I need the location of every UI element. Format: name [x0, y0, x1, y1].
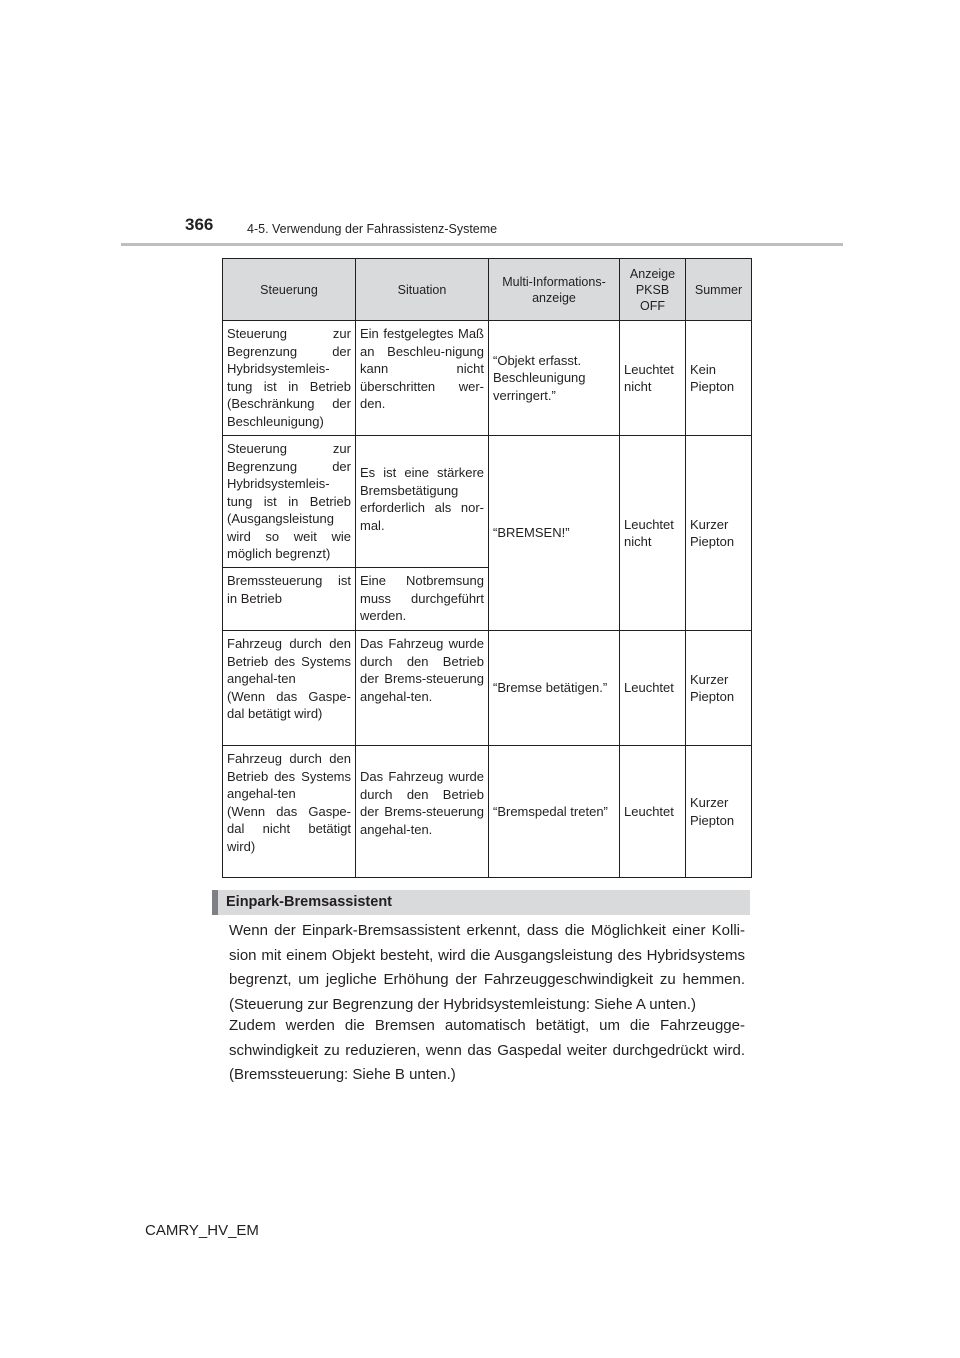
- header-rule: [121, 243, 843, 246]
- cell-multi-info: “Bremse betätigen.”: [489, 631, 620, 746]
- cell-situation: Ein festgelegtes Maß an Beschleu-nigung kann nicht überschritten wer-den.: [356, 321, 489, 436]
- steuerung-text: Fahrzeug durch den Betrieb des Systems angehal-ten: [227, 636, 351, 686]
- cell-summer: Kurzer Piepton: [686, 746, 752, 878]
- cell-pksb: Leuchtet: [620, 631, 686, 746]
- system-status-table: [222, 258, 752, 878]
- table-row: [223, 746, 752, 878]
- cell-steuerung: Steuerung zur Begrenzung der Hybridsystemleis-tung ist in Betrieb (Beschränkung der Beschleunigung): [223, 321, 356, 436]
- cell-summer: Kurzer Piepton: [686, 436, 752, 631]
- page-number: 366: [185, 215, 214, 234]
- cell-summer: Kein Piepton: [686, 321, 752, 436]
- table-row: [223, 436, 752, 568]
- cell-situation: Das Fahrzeug wurde durch den Betrieb der Brems-steuerung angehal-ten.: [356, 631, 489, 746]
- col-header-pksb: Anzeige PKSB OFF: [620, 259, 686, 321]
- table-row: [223, 321, 752, 436]
- cell-pksb: Leuchtet nicht: [620, 436, 686, 631]
- footer-document-code: CAMRY_HV_EM: [145, 1222, 259, 1239]
- cell-pksb: Leuchtet nicht: [620, 321, 686, 436]
- cell-situation: Eine Notbremsung muss durchgeführt werden.: [356, 568, 489, 631]
- col-header-situation: Situation: [356, 259, 489, 321]
- steuerung-note: (Wenn das Gaspe-dal betätigt wird): [227, 688, 351, 721]
- steuerung-text: Fahrzeug durch den Betrieb des Systems angehal-ten: [227, 751, 351, 801]
- cell-steuerung: Steuerung zur Begrenzung der Hybridsystemleis-tung ist in Betrieb (Ausgangsleistung wird so weit wie möglich begrenzt): [223, 436, 356, 568]
- cell-multi-info: “Objekt erfasst. Beschleunigung verringert.”: [489, 321, 620, 436]
- cell-situation: Das Fahrzeug wurde durch den Betrieb der Brems-steuerung angehal-ten.: [356, 746, 489, 878]
- cell-steuerung: [223, 746, 356, 878]
- cell-steuerung: [223, 631, 356, 746]
- body-paragraph: Wenn der Einpark-Bremsassistent erkennt, dass die Möglichkeit einer Kolli-sion mit einem Objekt besteht, wird die Ausgangsleistung des Hybridsystems begrenzt, um jegliche Erhöhung der Fahrzeuggeschwindigkeit zu hemmen. (Steuerung zur Begrenzung der Hybridsystemleistung: Siehe A unten.): [229, 922, 745, 1013]
- cell-summer: Kurzer Piepton: [686, 631, 752, 746]
- table-row: [223, 631, 752, 746]
- col-header-summer: Summer: [686, 259, 752, 321]
- subheading-einpark-bremsassistent: Einpark-Bremsassistent: [212, 890, 750, 915]
- body-paragraph: Zudem werden die Bremsen automatisch betätigt, um die Fahrzeugge-schwindigkeit zu reduzieren, wenn das Gaspedal weiter durchgedrückt wird. (Bremssteuerung: Siehe B unten.): [229, 1017, 745, 1083]
- col-header-steuerung: Steuerung: [223, 259, 356, 321]
- cell-multi-info: “Bremspedal treten”: [489, 746, 620, 878]
- cell-multi-info: “BREMSEN!”: [489, 436, 620, 631]
- col-header-multi-info: Multi-Informations-anzeige: [489, 259, 620, 321]
- cell-situation: Es ist eine stärkere Bremsbetätigung erforderlich als nor-mal.: [356, 436, 489, 568]
- steuerung-note: (Wenn das Gaspe-dal nicht betätigt wird): [227, 803, 351, 854]
- table-header-row: [223, 259, 752, 321]
- cell-pksb: Leuchtet: [620, 746, 686, 878]
- cell-steuerung: Bremssteuerung ist in Betrieb: [223, 568, 356, 631]
- section-title: 4-5. Verwendung der Fahrassistenz-Systeme: [247, 222, 498, 236]
